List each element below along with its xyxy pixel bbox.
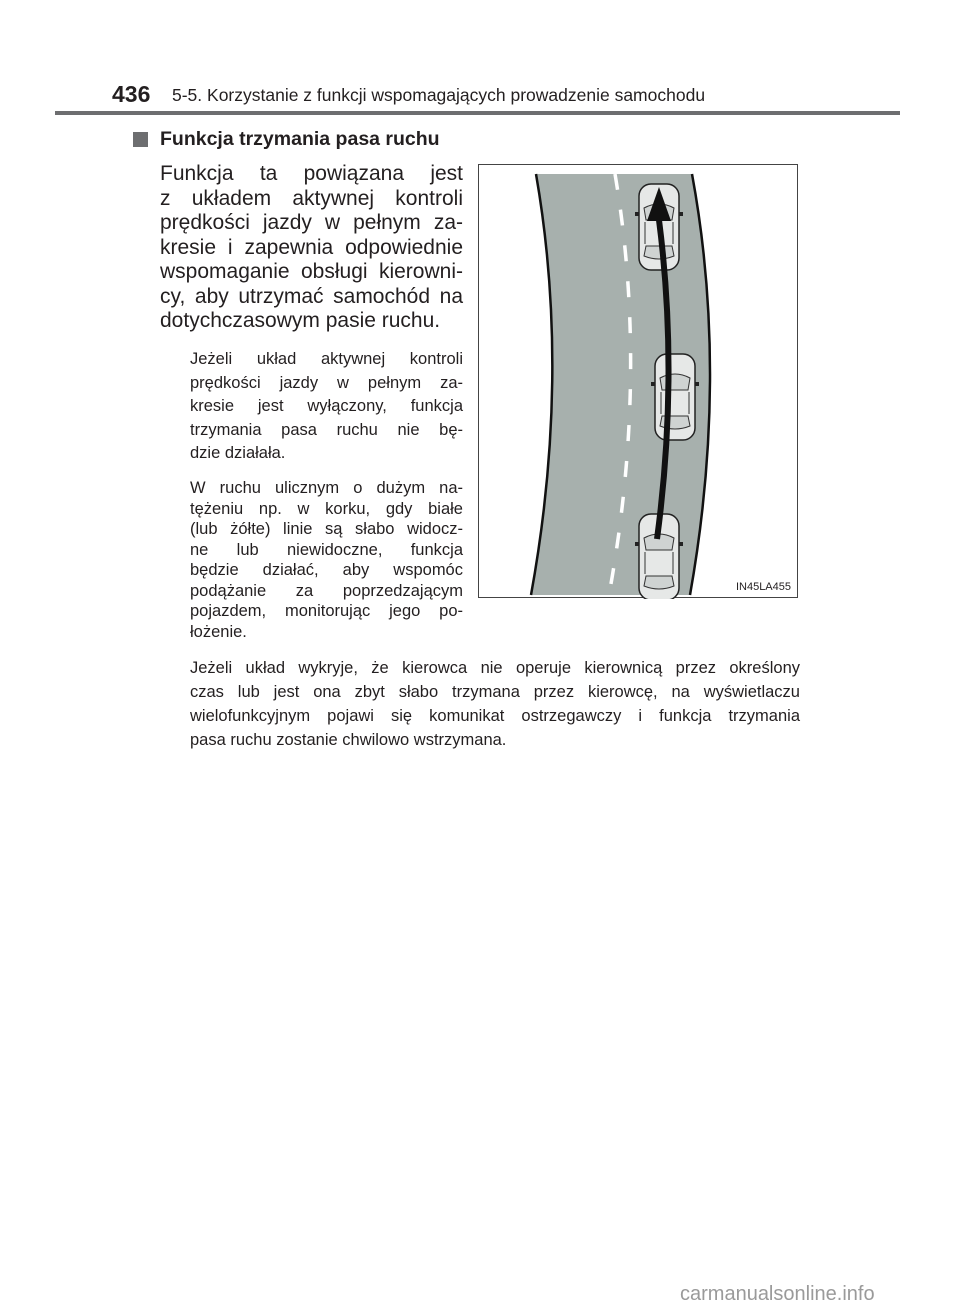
text-line: prędkości jazdy w pełnym za- (190, 373, 463, 392)
note-paragraph-1 (190, 348, 463, 466)
square-bullet-icon (133, 132, 148, 147)
lane-keeping-figure (478, 164, 798, 598)
text-line: prędkości jazdy w pełnym za- (160, 211, 463, 234)
intro-paragraph (160, 162, 463, 334)
text-line: (lub żółte) linie są słabo widocz- (190, 520, 463, 538)
text-line: kresie jest wyłączony, funkcja (190, 397, 463, 415)
text-line: tężeniu np. w korku, gdy białe (190, 499, 463, 518)
text-line: pojazdem, monitorując jego po- (190, 602, 463, 620)
text-line: wielofunkcyjnym pojawi się komunikat ostrzegawczy i funkcja trzymania (190, 707, 800, 725)
text-line: podążanie za poprzedzającym (190, 581, 463, 600)
text-line: W ruchu ulicznym o dużym na- (190, 479, 463, 497)
text-line: łożenie. (190, 622, 247, 641)
section-title: 5-5. Korzystanie z funkcji wspomagających prowadzenie samochodu (172, 85, 706, 105)
text-line: kresie i zapewnia odpowiednie (160, 235, 463, 259)
car-icon (651, 354, 699, 440)
text-line: Funkcja ta powiązana jest (160, 162, 463, 185)
text-line: Jeżeli układ wykryje, że kierowca nie operuje kierownicą przez określony (190, 659, 800, 677)
text-line: ne lub niewidoczne, funkcja (190, 540, 463, 559)
text-line: czas lub jest ona zbyt słabo trzymana przez kierowcę, na wyświetlaczu (190, 683, 800, 701)
text-line: dzie działała. (190, 444, 286, 462)
text-line: wspomaganie obsługi kierowni- (160, 260, 463, 283)
note-paragraph-2 (190, 478, 463, 642)
text-line: trzymania pasa ruchu nie bę- (190, 420, 463, 439)
watermark: carmanualsonline.info (680, 1283, 875, 1305)
header-rule (55, 111, 900, 115)
road-illustration (479, 165, 799, 599)
text-line: Jeżeli układ aktywnej kontroli (190, 350, 463, 368)
section-heading (133, 128, 440, 151)
page-number: 436 (112, 81, 151, 107)
figure-code: IN45LA455 (735, 581, 791, 593)
text-line: z układem aktywnej kontroli (160, 186, 463, 210)
note-paragraph-3 (190, 656, 800, 752)
text-line: dotychczasowym pasie ruchu. (160, 309, 441, 332)
text-line: będzie działać, aby wspomóc (190, 561, 463, 579)
text-line: cy, aby utrzymać samochód na (160, 284, 463, 308)
heading-text: Funkcja trzymania pasa ruchu (160, 128, 440, 150)
text-line: pasa ruchu zostanie chwilowo wstrzymana. (190, 731, 507, 749)
